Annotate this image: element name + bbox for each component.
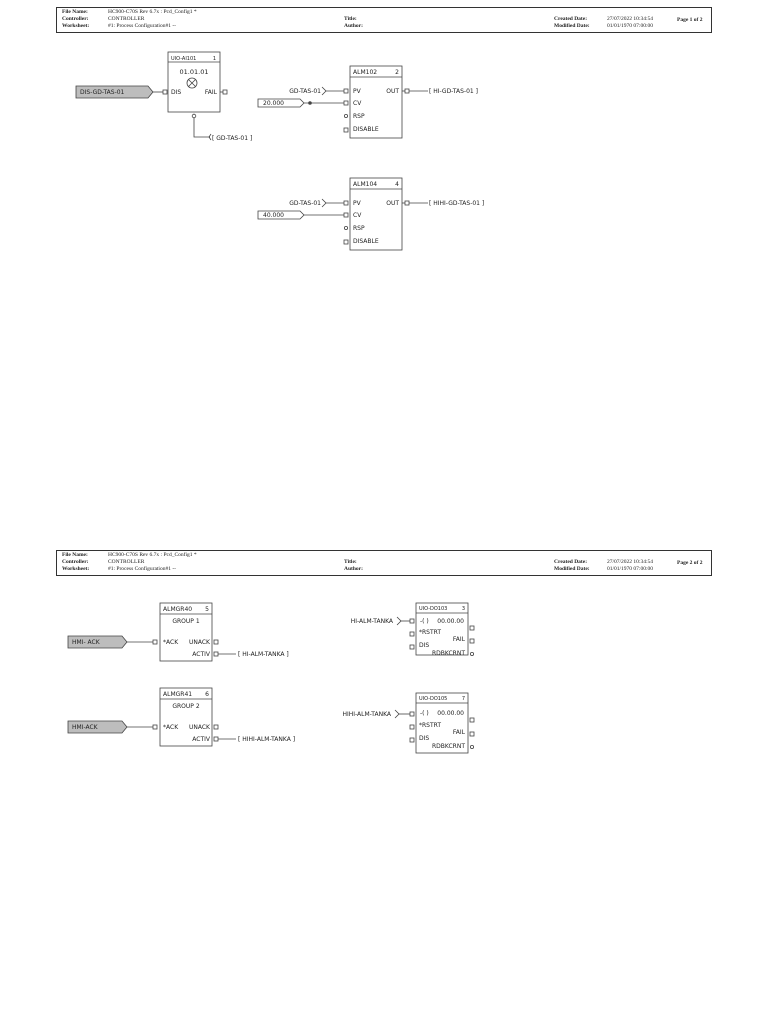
pin-rstrt-1-icon[interactable]: [410, 632, 414, 636]
group-label: GROUP 1: [172, 618, 200, 625]
pin-label-activ: ACTIV: [192, 651, 210, 658]
pin-label-fail: FAIL: [452, 636, 465, 643]
tag-label: [ HIHI-ALM-TANKA ]: [238, 736, 296, 743]
author-label: Author:: [344, 23, 363, 29]
file-name-label: File Name:: [62, 552, 88, 558]
controller-label: Controller:: [62, 16, 89, 22]
pin-cv-2-icon[interactable]: [344, 213, 348, 217]
modified-label: Modified Date:: [554, 566, 590, 572]
file-name-label: File Name:: [62, 9, 88, 15]
pin-label-dis: DIS: [419, 735, 430, 742]
block-number: 1: [212, 56, 216, 62]
tag-label: DIS-GD-TAS-01: [80, 89, 125, 96]
constant-value: 20.000: [263, 100, 284, 107]
pin-label-rsp: RSP: [353, 225, 365, 232]
block-title: ALM104: [353, 181, 378, 188]
title-label: Title:: [344, 16, 357, 22]
constant-value: 40.000: [263, 212, 284, 219]
pin-label-ack: *ACK: [163, 724, 179, 731]
pin-pv-2-icon[interactable]: [344, 201, 348, 205]
pin-label-dis: DIS: [419, 642, 430, 649]
block-title: UIO-AI101: [171, 56, 197, 62]
connector-pv-2-icon: [322, 199, 326, 207]
worksheet-label: Worksheet:: [62, 566, 90, 572]
title-label: Title:: [344, 559, 357, 565]
block-address: 01.01.01: [179, 68, 209, 76]
coil-label: -( ): [420, 618, 429, 625]
pin-rstrt-2-icon[interactable]: [410, 725, 414, 729]
file-name: HC900-C70S Rev 6.7x : Pcd_Config1 *: [108, 552, 197, 558]
worksheet-label: Worksheet:: [62, 23, 90, 29]
pin-rsp-1-icon[interactable]: [344, 114, 347, 117]
block-number: 6: [205, 691, 209, 698]
pin-rdbk-1-icon[interactable]: [470, 652, 473, 655]
block-number: 2: [395, 69, 399, 76]
created-label: Created Date:: [554, 559, 588, 565]
pin-label-pv: PV: [353, 88, 361, 95]
pin-rsp-2-icon[interactable]: [344, 226, 347, 229]
pin-dis-do-2-icon[interactable]: [410, 738, 414, 742]
block-number: 7: [461, 696, 465, 702]
tag-label: HIHI-ALM-TANKA: [342, 711, 391, 718]
block-title: UIO-DO105: [419, 696, 448, 702]
pin-fail-do-1-icon[interactable]: [470, 639, 474, 643]
pin-label-rstrt: *RSTRT: [419, 722, 442, 729]
pin-disable-2-icon[interactable]: [344, 240, 348, 244]
pin-label-rdbkcrnt: RDBKCRNT: [431, 743, 465, 750]
tag-label: [ GD-TAS-01 ]: [212, 135, 253, 142]
page-number: Page 1 of 2: [677, 17, 703, 23]
block-title: UIO-DO103: [419, 606, 448, 612]
author-label: Author:: [344, 566, 363, 572]
pin-pv-1-icon[interactable]: [344, 89, 348, 93]
group-label: GROUP 2: [172, 703, 200, 710]
modified-date: 01/01/1970 07:00:00: [607, 23, 653, 29]
block-address: 00.00.00: [437, 710, 464, 717]
block-title: ALM102: [353, 69, 378, 76]
pin-label-out: OUT: [386, 88, 399, 95]
block-title: ALMGR40: [163, 606, 193, 613]
tag-label: HI-ALM-TANKA: [350, 618, 393, 625]
pin-cv-1-icon[interactable]: [344, 101, 348, 105]
pin-label-fail: FAIL: [452, 729, 465, 736]
pin-label-ack: *ACK: [163, 639, 179, 646]
pin-label-disable: DISABLE: [353, 126, 379, 133]
pin-out-1-icon[interactable]: [405, 89, 409, 93]
block-number: 5: [205, 606, 209, 613]
created-date: 27/07/2022 10:34:54: [607, 559, 653, 565]
created-label: Created Date:: [554, 16, 588, 22]
page-number: Page 2 of 2: [677, 560, 703, 566]
controller: CONTROLLER: [108, 16, 145, 22]
pin-fail-icon[interactable]: [223, 90, 227, 94]
tag-label: GD-TAS-01: [289, 88, 321, 95]
worksheet: #1: Process Configuration#1 --: [108, 566, 176, 572]
pin-label-rstrt: *RSTRT: [419, 629, 442, 636]
pin-label-unack: UNACK: [188, 724, 210, 731]
pin-rdbk-2-icon[interactable]: [470, 745, 473, 748]
connector-do-in-1-icon: [397, 617, 401, 625]
pin-label-disable: DISABLE: [353, 238, 379, 245]
tag-label: HMI- ACK: [72, 639, 100, 646]
tag-label: [ HI-ALM-TANKA ]: [238, 651, 289, 658]
tag-label: [ HI-GD-TAS-01 ]: [429, 88, 478, 95]
pin-label-cv: CV: [353, 212, 362, 219]
pin-do-out-1-icon[interactable]: [470, 626, 474, 630]
pin-unack-2-icon[interactable]: [214, 725, 218, 729]
pin-ack-2-icon[interactable]: [153, 725, 157, 729]
modified-date: 01/01/1970 07:00:00: [607, 566, 653, 572]
pin-label-activ: ACTIV: [192, 736, 210, 743]
pin-activ-1-icon[interactable]: [214, 652, 218, 656]
controller: CONTROLLER: [108, 559, 145, 565]
pin-dis-do-1-icon[interactable]: [410, 645, 414, 649]
pin-label-unack: UNACK: [188, 639, 210, 646]
pin-label-dis: DIS: [171, 89, 182, 96]
controller-label: Controller:: [62, 559, 89, 565]
block-title: ALMGR41: [163, 691, 193, 698]
file-name: HC900-C70S Rev 6.7x : Pcd_Config1 *: [108, 9, 197, 15]
pin-disable-1-icon[interactable]: [344, 128, 348, 132]
connector-pv-1-icon: [322, 87, 326, 95]
pin-fail-do-2-icon[interactable]: [470, 732, 474, 736]
pin-do-in-1-icon[interactable]: [410, 619, 414, 623]
pin-activ-2-icon[interactable]: [214, 737, 218, 741]
junction-cv-1-icon: [309, 102, 312, 105]
block-number: 3: [461, 606, 465, 612]
tag-label: [ HIHI-GD-TAS-01 ]: [429, 200, 485, 207]
connector-do-in-2-icon: [395, 710, 399, 718]
created-date: 27/07/2022 10:34:54: [607, 16, 653, 22]
pin-label-fail: FAIL: [204, 89, 217, 96]
pin-unack-1-icon[interactable]: [214, 640, 218, 644]
pin-ack-1-icon[interactable]: [153, 640, 157, 644]
tag-label: GD-TAS-01: [289, 200, 321, 207]
pin-do-in-2-icon[interactable]: [410, 712, 414, 716]
pin-bottom-icon[interactable]: [192, 114, 196, 118]
pin-label-cv: CV: [353, 100, 362, 107]
pin-label-pv: PV: [353, 200, 361, 207]
pin-do-out-2-icon[interactable]: [470, 718, 474, 722]
block-number: 4: [395, 181, 399, 188]
worksheet: #1: Process Configuration#1 --: [108, 23, 176, 29]
pin-label-out: OUT: [386, 200, 399, 207]
pin-out-2-icon[interactable]: [405, 201, 409, 205]
modified-label: Modified Date:: [554, 23, 590, 29]
coil-label: -( ): [420, 710, 429, 717]
tag-label: HMI-ACK: [72, 724, 98, 731]
wire-fail-tag: [194, 118, 210, 137]
pin-label-rsp: RSP: [353, 113, 365, 120]
pin-dis-icon[interactable]: [163, 90, 167, 94]
block-address: 00.00.00: [437, 618, 464, 625]
pin-label-rdbkcrnt: RDBKCRNT: [431, 650, 465, 657]
